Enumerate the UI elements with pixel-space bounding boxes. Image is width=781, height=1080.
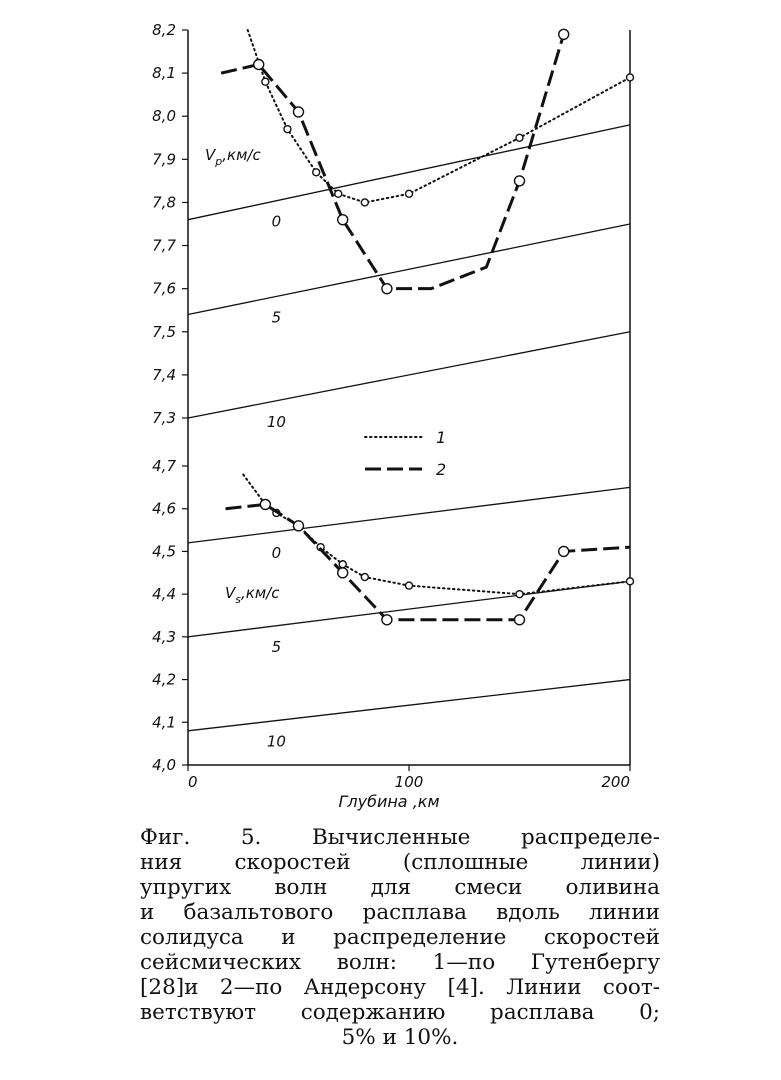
vs-series-1-point (339, 561, 346, 568)
figure-caption (140, 825, 660, 1050)
vp-series-1-point (335, 190, 342, 197)
xtick-label: 100 (394, 773, 424, 791)
vs-calc-line-label: 5 (271, 637, 282, 656)
vs-panel (152, 457, 633, 774)
caption-line: [28]и 2—по Андерсону [4]. Линии соот- (140, 975, 660, 1000)
caption-line: ветствуют содержанию расплава 0; (140, 1000, 660, 1025)
vs-series-2-point (382, 615, 392, 625)
vp-ytick-label: 7,9 (152, 150, 176, 169)
caption-line: сейсмических волн: 1—по Гутенбергу (140, 950, 660, 975)
vp-series-2-point (254, 59, 264, 69)
vp-series-1-point (361, 199, 368, 206)
caption-line: солидуса и распределение скоростей (140, 925, 660, 950)
vp-calc-line-label: 10 (266, 412, 286, 431)
caption-line: 5% и 10%. (341, 1025, 459, 1050)
vs-series-2-line (226, 504, 630, 619)
vs-calc-line-label: 0 (271, 543, 282, 562)
vs-series-2-point (559, 546, 569, 556)
caption-line: и базальтового расплава вдоль линии (140, 900, 660, 925)
xtick-label: 200 (601, 773, 630, 791)
vs-ytick-label: 4,1 (152, 713, 176, 732)
vs-ytick-label: 4,2 (152, 670, 176, 689)
vp-ytick-label: 8,0 (152, 107, 176, 126)
x-axis (188, 765, 630, 811)
vs-ytick-label: 4,4 (152, 585, 176, 604)
vp-series-1-point (627, 74, 634, 81)
vp-ytick-label: 7,5 (152, 322, 176, 341)
vp-series-1-point (406, 190, 413, 197)
vs-calc-line-10 (188, 680, 630, 731)
vs-ytick-label: 4,0 (152, 756, 176, 774)
vs-series-2-point (515, 615, 525, 625)
legend-label-2: 2 (436, 460, 447, 479)
vp-ylabel: $V_p,км/с$ (205, 146, 261, 168)
vp-calc-line-0 (188, 125, 630, 220)
vp-series-2-line (221, 34, 564, 288)
caption-line: ния скоростей (сплошные линии) (140, 850, 660, 875)
vp-calc-line-label: 0 (271, 212, 282, 231)
vp-series-1-point (516, 134, 523, 141)
vs-series-1-point (627, 578, 634, 585)
vp-calc-line-10 (188, 332, 630, 418)
legend (365, 428, 446, 479)
vp-panel (152, 21, 633, 431)
vp-series-1-point (313, 169, 320, 176)
vs-calc-line-label: 10 (266, 732, 286, 751)
chart-frame (188, 30, 630, 765)
vp-ytick-label: 7,6 (152, 279, 176, 298)
vs-series-2-point (260, 499, 270, 509)
vs-calc-line-0 (188, 487, 630, 543)
vs-series-1-point (516, 591, 523, 598)
vp-ytick-label: 8,1 (152, 64, 176, 83)
vp-series-2-point (382, 284, 392, 294)
vp-calc-line-label: 5 (271, 308, 282, 327)
vp-series-2-point (559, 29, 569, 39)
vs-ytick-label: 4,7 (152, 457, 176, 475)
vp-series-1-point (284, 126, 291, 133)
vs-ytick-label: 4,6 (152, 499, 176, 518)
vs-series-2-point (294, 521, 304, 531)
vs-ylabel: $V_s,км/с$ (225, 584, 280, 606)
vp-series-2-point (338, 215, 348, 225)
caption-line: Фиг. 5. Вычисленные распределе- (140, 825, 660, 850)
vs-series-1-line (243, 475, 630, 595)
vs-series-1-point (406, 582, 413, 589)
vs-ytick-label: 4,5 (152, 542, 176, 561)
vp-ytick-label: 7,7 (152, 236, 176, 255)
vp-series-1-point (262, 78, 269, 85)
caption-line: упругих волн для смеси оливина (140, 875, 660, 900)
xtick-label: 0 (188, 773, 198, 791)
vp-series-1-line (248, 30, 630, 202)
vs-series-1-point (361, 574, 368, 581)
vs-series-2-point (338, 568, 348, 578)
x-axis-title: Глубина ,км (338, 792, 440, 811)
vp-calc-line-5 (188, 224, 630, 315)
vp-ytick-label: 8,2 (152, 21, 176, 39)
vp-series-2-point (294, 107, 304, 117)
vp-ytick-label: 7,8 (152, 193, 176, 212)
vp-ytick-label: 7,3 (152, 409, 176, 427)
vp-series-2-point (515, 176, 525, 186)
vp-ytick-label: 7,4 (152, 365, 176, 384)
legend-label-1: 1 (436, 428, 447, 447)
vs-ytick-label: 4,3 (152, 627, 176, 646)
